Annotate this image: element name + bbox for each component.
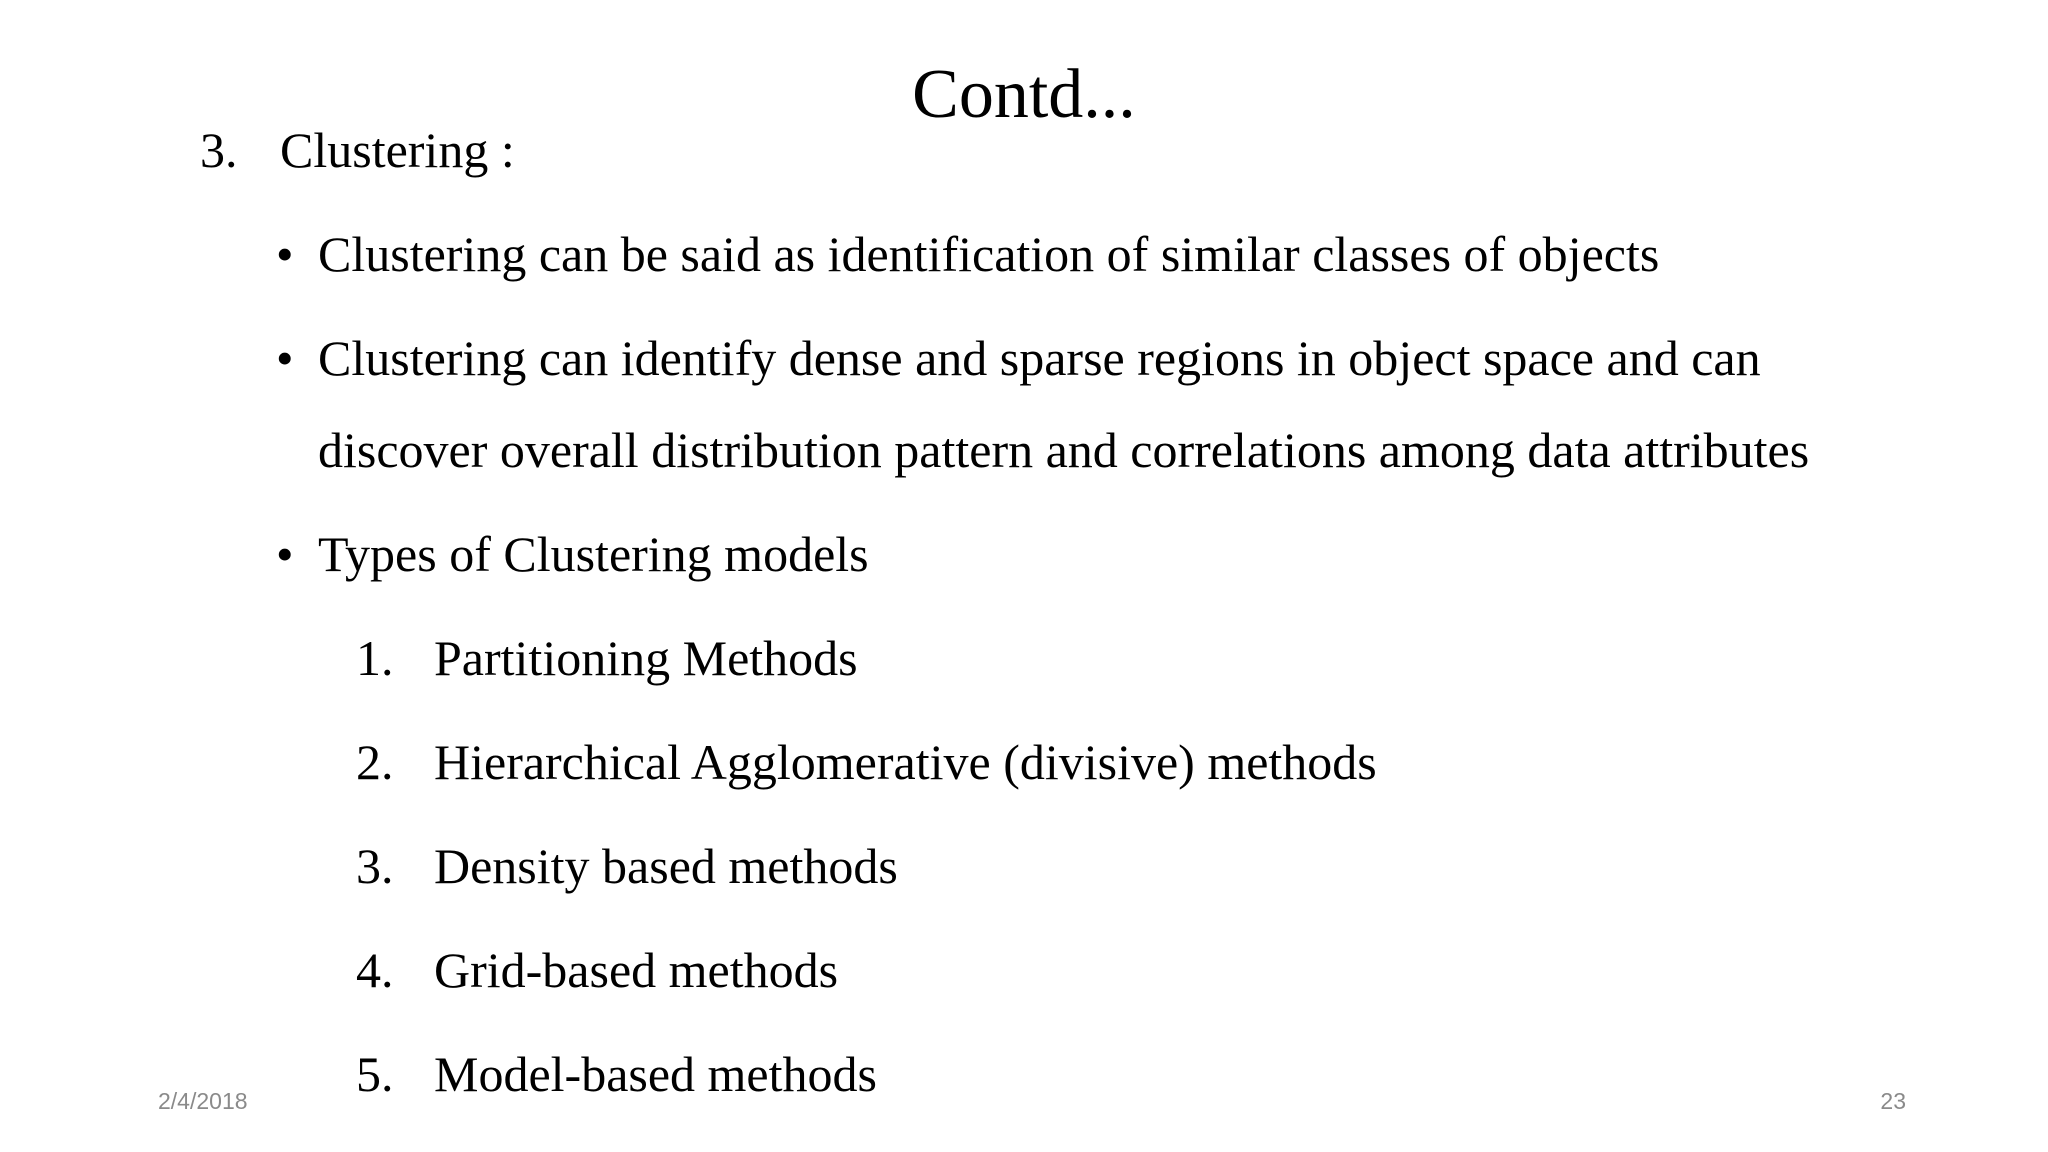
model-number: 3. bbox=[356, 838, 394, 894]
bullet-text: Clustering can be said as identification of similar classes of objects bbox=[318, 226, 1660, 282]
bullet-icon: • bbox=[276, 330, 294, 386]
model-label: Grid-based methods bbox=[434, 942, 839, 998]
bullet-text: Clustering can identify dense and sparse regions in object space and can bbox=[318, 330, 1761, 386]
model-label: Partitioning Methods bbox=[434, 630, 858, 686]
slide-number: 23 bbox=[1880, 1088, 1906, 1114]
model-number: 5. bbox=[356, 1046, 394, 1102]
slide-title: Contd... bbox=[912, 56, 1136, 133]
bullet-text: Types of Clustering models bbox=[318, 526, 869, 582]
model-number: 4. bbox=[356, 942, 394, 998]
footer-date: 2/4/2018 bbox=[158, 1088, 248, 1114]
bullet-text-continued bbox=[318, 418, 1809, 482]
model-label: Hierarchical Agglomerative (divisive) methods bbox=[434, 734, 1377, 790]
bullet-text: discover overall distribution pattern and correlations among data attributes bbox=[318, 422, 1810, 478]
bullet-icon: • bbox=[276, 226, 294, 282]
bullet-icon: • bbox=[276, 526, 294, 582]
section-label: Clustering : bbox=[280, 122, 515, 178]
model-number: 1. bbox=[356, 630, 394, 686]
model-label: Density based methods bbox=[434, 838, 898, 894]
section-number: 3. bbox=[200, 122, 238, 178]
model-number: 2. bbox=[356, 734, 394, 790]
model-label: Model-based methods bbox=[434, 1046, 877, 1102]
